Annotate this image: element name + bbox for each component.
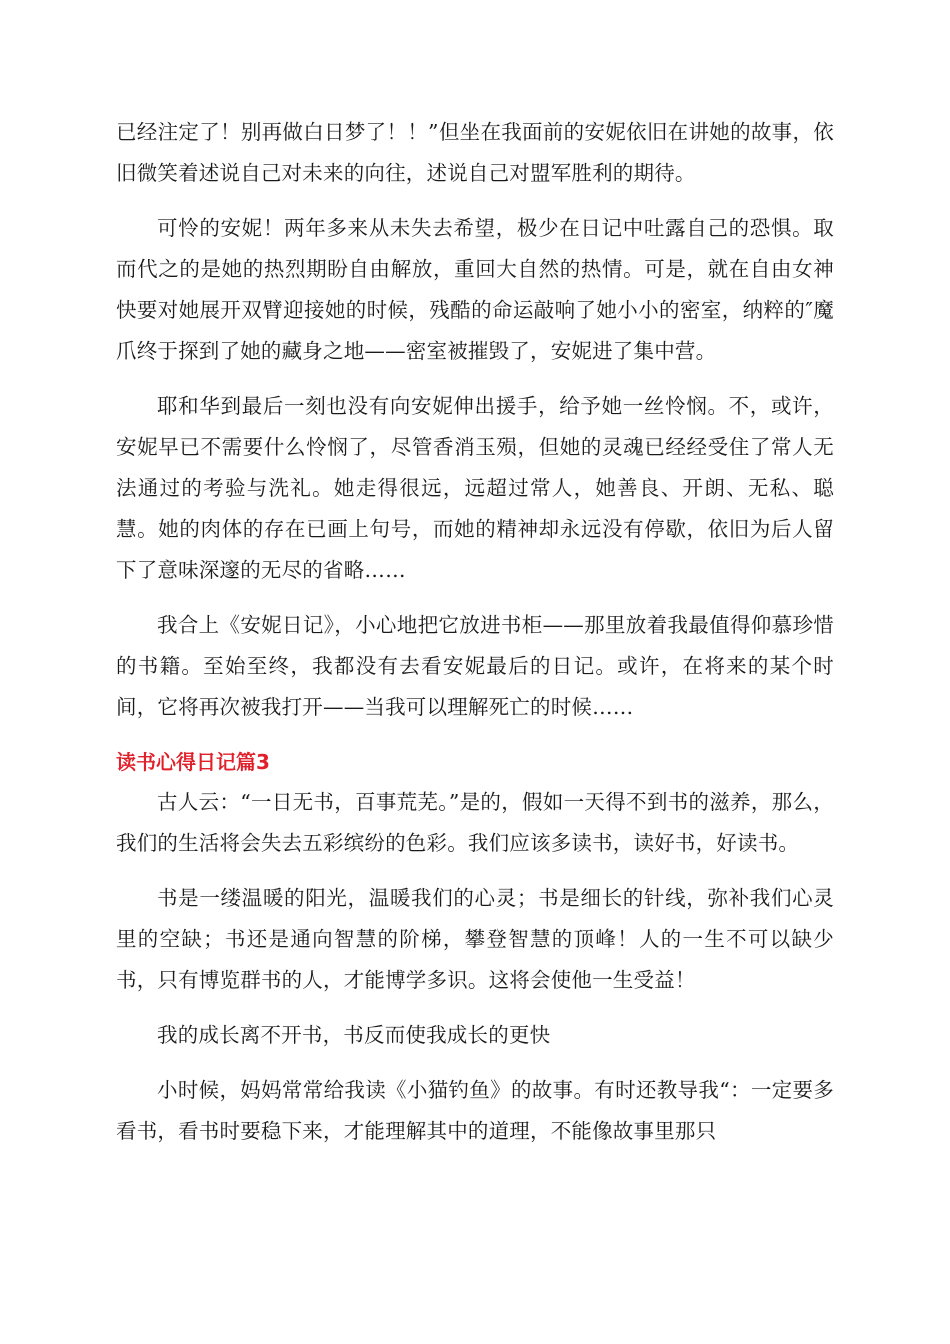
section-heading: 读书心得日记篇3 bbox=[116, 750, 270, 774]
paragraph-growth: 我的成长离不开书，书反而使我成长的更快 bbox=[157, 1023, 551, 1047]
paragraph-anne-spirit: 耶和华到最后一刻也没有向安妮伸出援手，给予她一丝怜悯。不，或许，安妮早已不需要什么怜悯了，尽管香消玉殒，但她的灵魂已经经受住了常人无法通过的考验与洗礼。她走得很远，远超过常人，她善良、开朗、无私、聪慧。她的肉体的存在已画上句号，而她的精神却永远没有停歇，依旧为后人留下了意味深邃的无尽的省略…… bbox=[116, 394, 834, 582]
document-page bbox=[116, 112, 834, 1152]
paragraph-anne-hope: 可怜的安妮！两年多来从未失去希望，极少在日记中吐露自己的恐惧。取而代之的是她的热烈期盼自由解放，重回大自然的热情。可是，就在自由女神快要对她展开双臂迎接她的时候，残酷的命运敲响了她小小的密室，纳粹的″魔爪终于探到了她的藏身之地——密室被摧毁了，安妮进了集中营。 bbox=[116, 216, 834, 363]
paragraph-closing-diary: 我合上《安妮日记》，小心地把它放进书柜——那里放着我最值得仰慕珍惜的书籍。至始至终，我都没有去看安妮最后的日记。或许，在将来的某个时间，它将再次被我打开——当我可以理解死亡的时候…… bbox=[116, 613, 834, 719]
paragraph-ancient-saying: 古人云：“一日无书，百事荒芜。”是的，假如一天得不到书的滋养，那么，我们的生活将会失去五彩缤纷的色彩。我们应该多读书，读好书，好读书。 bbox=[116, 790, 834, 855]
paragraph-book-metaphor: 书是一缕温暖的阳光，温暖我们的心灵；书是细长的针线，弥补我们心灵里的空缺；书还是通向智慧的阶梯，攀登智慧的顶峰！人的一生不可以缺少书，只有博览群书的人，才能博学多识。这将会使他一生受益！ bbox=[116, 886, 834, 992]
paragraph-continuation: 已经注定了！别再做白日梦了！！”但坐在我面前的安妮依旧在讲她的故事，依旧微笑着述说自己对未来的向往，述说自己对盟军胜利的期待。 bbox=[116, 120, 834, 185]
paragraph-childhood: 小时候，妈妈常常给我读《小猫钓鱼》的故事。有时还教导我“：一定要多看书，看书时要稳下来，才能理解其中的道理，不能像故事里那只 bbox=[116, 1078, 834, 1143]
